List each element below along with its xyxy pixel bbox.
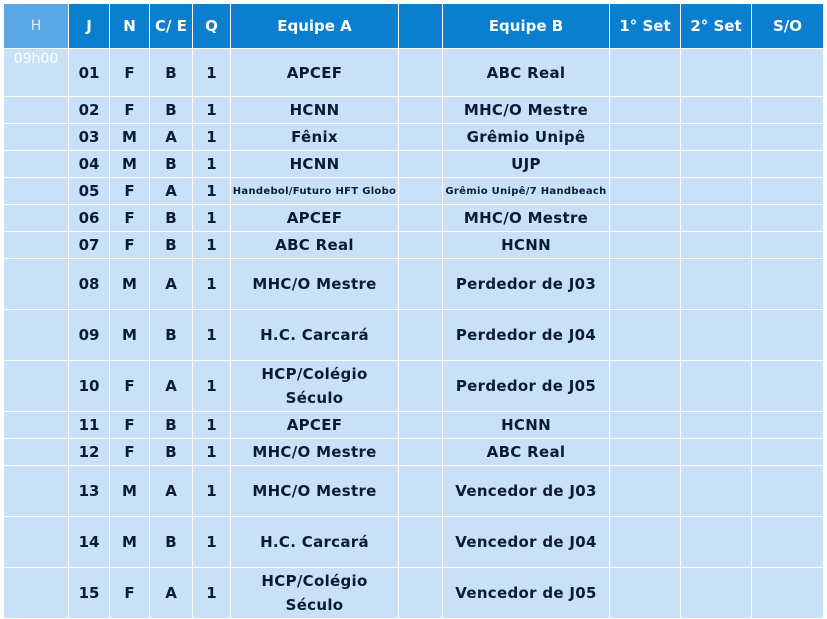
- set1-score: [610, 205, 681, 232]
- set2-score: [681, 232, 752, 259]
- spacer-cell: [399, 412, 443, 439]
- time-cell: [4, 439, 69, 466]
- team-b: Vencedor de J04: [443, 517, 610, 568]
- category: A: [150, 259, 193, 310]
- team-a: HCP/Colégio Século: [231, 361, 399, 412]
- naipe: F: [110, 439, 150, 466]
- set1-score: [610, 232, 681, 259]
- category: A: [150, 361, 193, 412]
- category: B: [150, 49, 193, 97]
- spacer-cell: [399, 178, 443, 205]
- set2-score: [681, 124, 752, 151]
- court: 1: [193, 178, 231, 205]
- so-score: [752, 151, 824, 178]
- court: 1: [193, 361, 231, 412]
- game-number: 07: [69, 232, 110, 259]
- team-b: HCNN: [443, 232, 610, 259]
- game-number: 02: [69, 97, 110, 124]
- set2-score: [681, 568, 752, 619]
- set1-score: [610, 412, 681, 439]
- set1-score: [610, 124, 681, 151]
- court: 1: [193, 466, 231, 517]
- team-a: MHC/O Mestre: [231, 439, 399, 466]
- game-row: [4, 232, 824, 259]
- naipe: M: [110, 124, 150, 151]
- game-number: 11: [69, 412, 110, 439]
- spacer-cell: [399, 205, 443, 232]
- naipe: M: [110, 259, 150, 310]
- time-cell: [4, 259, 69, 310]
- game-row: [4, 361, 824, 412]
- so-score: [752, 517, 824, 568]
- game-number: 15: [69, 568, 110, 619]
- naipe: F: [110, 178, 150, 205]
- team-b: UJP: [443, 151, 610, 178]
- game-row: [4, 124, 824, 151]
- game-row: [4, 517, 824, 568]
- game-number: 12: [69, 439, 110, 466]
- header-so: S/O: [752, 4, 824, 49]
- game-number: 04: [69, 151, 110, 178]
- game-number: 06: [69, 205, 110, 232]
- court: 1: [193, 412, 231, 439]
- naipe: M: [110, 310, 150, 361]
- header-ce: C/ E: [150, 4, 193, 49]
- game-number: 10: [69, 361, 110, 412]
- time-cell: [4, 361, 69, 412]
- spacer-cell: [399, 361, 443, 412]
- so-score: [752, 568, 824, 619]
- so-score: [752, 178, 824, 205]
- team-a: APCEF: [231, 49, 399, 97]
- time-cell: [4, 124, 69, 151]
- team-b: Perdedor de J04: [443, 310, 610, 361]
- time-cell: [4, 178, 69, 205]
- court: 1: [193, 124, 231, 151]
- spacer-cell: [399, 232, 443, 259]
- team-a: APCEF: [231, 412, 399, 439]
- team-a: MHC/O Mestre: [231, 466, 399, 517]
- time-cell: [4, 97, 69, 124]
- court: 1: [193, 232, 231, 259]
- header-spacer: [399, 4, 443, 49]
- court: 1: [193, 517, 231, 568]
- category: A: [150, 124, 193, 151]
- set2-score: [681, 151, 752, 178]
- schedule-table: [3, 3, 824, 619]
- time-cell: [4, 412, 69, 439]
- team-b: Vencedor de J03: [443, 466, 610, 517]
- set2-score: [681, 412, 752, 439]
- set1-score: [610, 568, 681, 619]
- header-h: H: [4, 4, 69, 49]
- team-a: HCNN: [231, 151, 399, 178]
- so-score: [752, 232, 824, 259]
- naipe: F: [110, 568, 150, 619]
- so-score: [752, 310, 824, 361]
- set2-score: [681, 97, 752, 124]
- team-a: Handebol/Futuro HFT Globo: [231, 178, 399, 205]
- spacer-cell: [399, 151, 443, 178]
- team-b: Perdedor de J05: [443, 361, 610, 412]
- game-row: [4, 466, 824, 517]
- court: 1: [193, 568, 231, 619]
- category: B: [150, 232, 193, 259]
- set1-score: [610, 466, 681, 517]
- court: 1: [193, 97, 231, 124]
- spacer-cell: [399, 517, 443, 568]
- set2-score: [681, 49, 752, 97]
- category: A: [150, 568, 193, 619]
- time-cell: 09h00: [4, 49, 69, 97]
- game-row: [4, 151, 824, 178]
- header-j: J: [69, 4, 110, 49]
- spacer-cell: [399, 124, 443, 151]
- set1-score: [610, 361, 681, 412]
- game-number: 01: [69, 49, 110, 97]
- set2-score: [681, 205, 752, 232]
- team-b: ABC Real: [443, 49, 610, 97]
- naipe: F: [110, 232, 150, 259]
- category: A: [150, 466, 193, 517]
- naipe: F: [110, 49, 150, 97]
- spacer-cell: [399, 97, 443, 124]
- game-row: [4, 178, 824, 205]
- naipe: M: [110, 466, 150, 517]
- naipe: M: [110, 517, 150, 568]
- category: B: [150, 310, 193, 361]
- set1-score: [610, 259, 681, 310]
- set1-score: [610, 517, 681, 568]
- naipe: F: [110, 412, 150, 439]
- team-a: ABC Real: [231, 232, 399, 259]
- game-number: 03: [69, 124, 110, 151]
- schedule-body: [4, 49, 824, 619]
- game-row: [4, 310, 824, 361]
- team-b: ABC Real: [443, 439, 610, 466]
- header-team-a: Equipe A: [231, 4, 399, 49]
- time-cell: [4, 466, 69, 517]
- set1-score: [610, 49, 681, 97]
- game-row: [4, 259, 824, 310]
- so-score: [752, 439, 824, 466]
- so-score: [752, 361, 824, 412]
- set1-score: [610, 310, 681, 361]
- naipe: F: [110, 361, 150, 412]
- team-b: Grêmio Unipê/7 Handbeach: [443, 178, 610, 205]
- category: B: [150, 439, 193, 466]
- team-b: MHC/O Mestre: [443, 97, 610, 124]
- naipe: M: [110, 151, 150, 178]
- category: B: [150, 412, 193, 439]
- game-row: [4, 49, 824, 97]
- so-score: [752, 466, 824, 517]
- team-b: Perdedor de J03: [443, 259, 610, 310]
- spacer-cell: [399, 466, 443, 517]
- time-cell: [4, 151, 69, 178]
- spacer-cell: [399, 568, 443, 619]
- time-cell: [4, 568, 69, 619]
- so-score: [752, 49, 824, 97]
- category: B: [150, 517, 193, 568]
- team-a: Fênix: [231, 124, 399, 151]
- court: 1: [193, 439, 231, 466]
- set2-score: [681, 466, 752, 517]
- game-number: 14: [69, 517, 110, 568]
- team-b: HCNN: [443, 412, 610, 439]
- game-number: 09: [69, 310, 110, 361]
- time-cell: [4, 205, 69, 232]
- naipe: F: [110, 97, 150, 124]
- game-row: [4, 439, 824, 466]
- set1-score: [610, 178, 681, 205]
- game-number: 05: [69, 178, 110, 205]
- court: 1: [193, 49, 231, 97]
- set2-score: [681, 310, 752, 361]
- team-a: MHC/O Mestre: [231, 259, 399, 310]
- time-cell: [4, 517, 69, 568]
- game-row: [4, 97, 824, 124]
- category: B: [150, 97, 193, 124]
- header-q: Q: [193, 4, 231, 49]
- court: 1: [193, 151, 231, 178]
- spacer-cell: [399, 439, 443, 466]
- so-score: [752, 412, 824, 439]
- header-row: [4, 4, 824, 49]
- so-score: [752, 205, 824, 232]
- header-n: N: [110, 4, 150, 49]
- game-number: 13: [69, 466, 110, 517]
- game-row: [4, 412, 824, 439]
- court: 1: [193, 259, 231, 310]
- naipe: F: [110, 205, 150, 232]
- set2-score: [681, 439, 752, 466]
- header-set2: 2° Set: [681, 4, 752, 49]
- set2-score: [681, 517, 752, 568]
- set2-score: [681, 178, 752, 205]
- set1-score: [610, 151, 681, 178]
- game-number: 08: [69, 259, 110, 310]
- set1-score: [610, 97, 681, 124]
- so-score: [752, 97, 824, 124]
- header-set1: 1° Set: [610, 4, 681, 49]
- header-team-b: Equipe B: [443, 4, 610, 49]
- set1-score: [610, 439, 681, 466]
- game-row: [4, 205, 824, 232]
- team-b: MHC/O Mestre: [443, 205, 610, 232]
- team-a: APCEF: [231, 205, 399, 232]
- court: 1: [193, 205, 231, 232]
- spacer-cell: [399, 310, 443, 361]
- category: B: [150, 205, 193, 232]
- so-score: [752, 124, 824, 151]
- team-a: HCNN: [231, 97, 399, 124]
- category: B: [150, 151, 193, 178]
- category: A: [150, 178, 193, 205]
- set2-score: [681, 361, 752, 412]
- game-row: [4, 568, 824, 619]
- so-score: [752, 259, 824, 310]
- team-b: Vencedor de J05: [443, 568, 610, 619]
- team-a: H.C. Carcará: [231, 310, 399, 361]
- spacer-cell: [399, 49, 443, 97]
- time-cell: [4, 310, 69, 361]
- team-a: H.C. Carcará: [231, 517, 399, 568]
- spacer-cell: [399, 259, 443, 310]
- team-b: Grêmio Unipê: [443, 124, 610, 151]
- time-cell: [4, 232, 69, 259]
- team-a: HCP/Colégio Século: [231, 568, 399, 619]
- court: 1: [193, 310, 231, 361]
- set2-score: [681, 259, 752, 310]
